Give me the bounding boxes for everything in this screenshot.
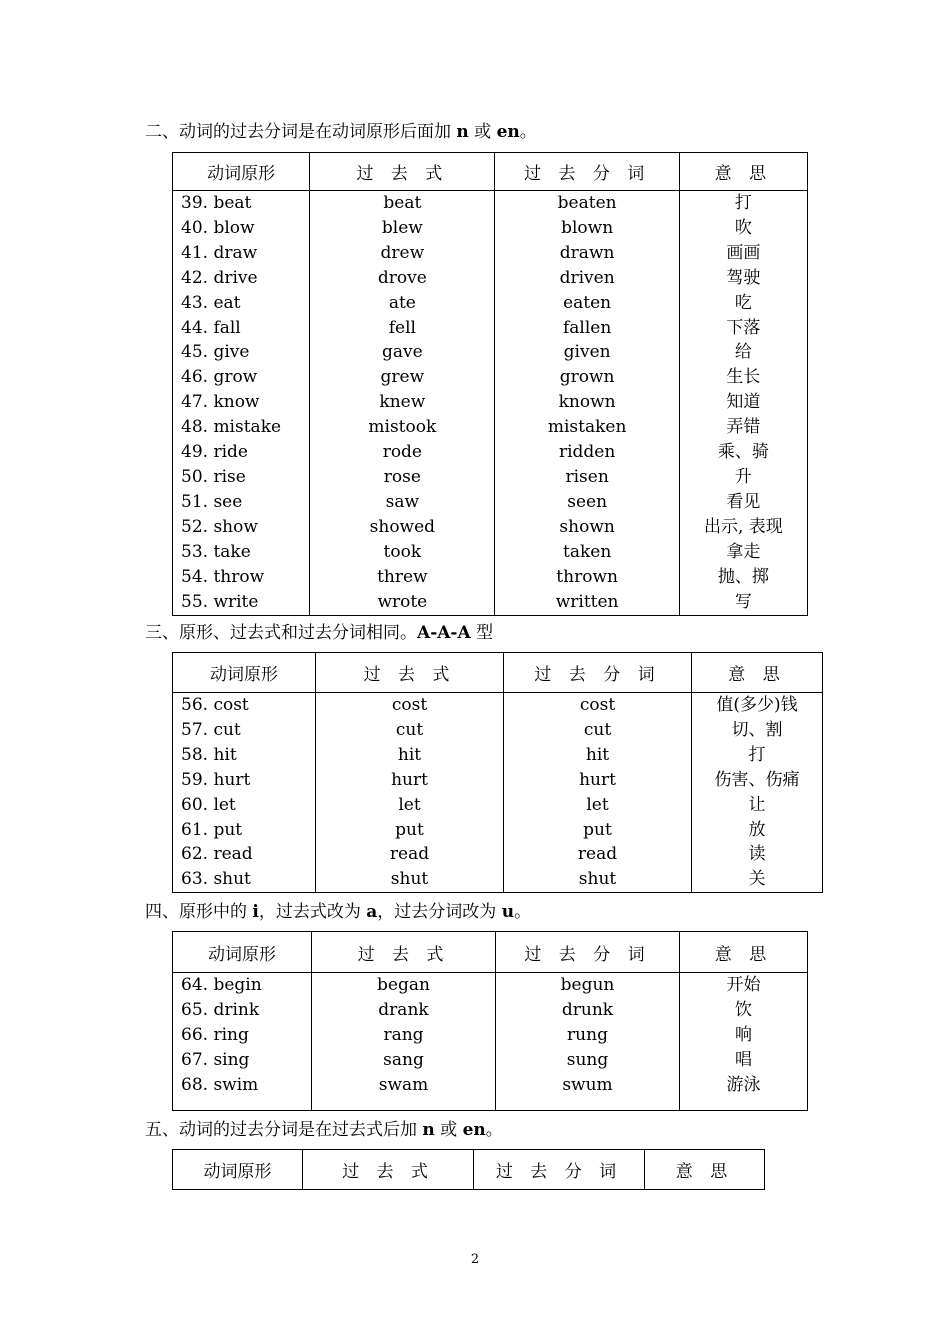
table-cell: 写 (734, 591, 752, 612)
table-cell: 53. take (181, 541, 251, 562)
table-cell: blown (561, 217, 614, 238)
table-cell: 画画 (726, 242, 761, 263)
table-cell: 52. show (181, 516, 258, 537)
table-cell: 42. drive (181, 267, 258, 288)
base-form-column (173, 191, 310, 616)
table-cell: shut (578, 869, 617, 890)
table-cell: 67. sing (181, 1049, 250, 1070)
table-cell: 56. cost (181, 695, 249, 715)
table-cell: cost (391, 695, 428, 715)
header-past-participle: 过 去 分 词 (495, 153, 679, 191)
table-cell: 65. drink (181, 999, 260, 1020)
table-cell: took (383, 541, 422, 562)
table-cell: hit (585, 744, 610, 765)
table-cell: drove (377, 267, 427, 288)
header-past-participle: 过 去 分 词 (504, 653, 692, 693)
table-cell: gave (382, 342, 423, 363)
meaning-column (680, 973, 808, 1111)
header-meaning: 意 思 (645, 1150, 765, 1190)
table-cell: rang (383, 1024, 424, 1045)
table-cell: 39. beat (181, 193, 252, 213)
table-cell: 抛、掷 (717, 566, 769, 587)
verb-table-1 (172, 152, 808, 616)
table-cell: 值(多少)钱 (716, 695, 798, 715)
table-cell: 生长 (726, 367, 761, 388)
header-meaning: 意 思 (679, 153, 807, 191)
verb-table-3 (172, 931, 808, 1111)
table-cell: swam (378, 1074, 429, 1095)
header-base-form: 动词原形 (173, 153, 310, 191)
table-cell: 43. eat (181, 292, 241, 313)
table-cell: 读 (748, 844, 766, 865)
table-cell: 下落 (726, 317, 761, 338)
table-cell: fallen (562, 317, 612, 338)
table-cell: 乘、骑 (717, 442, 769, 463)
header-past-participle: 过 去 分 词 (496, 932, 680, 973)
table-cell: 40. blow (181, 217, 255, 238)
table-cell: drank (378, 999, 429, 1020)
table-cell: 68. swim (181, 1074, 259, 1095)
verb-table-2 (172, 652, 823, 893)
table-cell: 饮 (735, 999, 752, 1020)
table-cell: knew (379, 392, 426, 413)
table-cell: mistaken (547, 417, 627, 438)
table-cell: 45. give (181, 342, 250, 363)
table-cell: 游泳 (726, 1074, 761, 1095)
header-past-participle: 过 去 分 词 (474, 1150, 645, 1190)
page-number: 2 (470, 1252, 480, 1267)
header-past-tense: 过 去 式 (310, 153, 495, 191)
table-cell: written (555, 591, 619, 612)
table-cell: let (398, 794, 421, 815)
table-cell: 吹 (734, 217, 752, 238)
table-cell: begun (560, 975, 615, 995)
section-heading-2: 二、动词的过去分词是在动词原形后面加 n 或 en。 (145, 122, 537, 142)
past-tense-column (316, 693, 504, 893)
table-cell: sung (566, 1049, 609, 1070)
table-cell: sang (383, 1049, 424, 1070)
table-cell: cut (583, 719, 612, 740)
table-cell: fell (388, 317, 416, 338)
table-cell: 打 (734, 193, 752, 213)
table-cell: let (586, 794, 609, 815)
table-cell: 让 (748, 794, 766, 815)
table-cell: hit (397, 744, 422, 765)
section-heading-3: 三、原形、过去式和过去分词相同。A-A-A 型 (145, 623, 494, 643)
past-tense-column (310, 191, 495, 616)
table-cell: wrote (377, 591, 428, 612)
table-cell: 吃 (734, 292, 752, 313)
table-cell: saw (385, 491, 420, 512)
table-cell: 57. cut (181, 719, 241, 740)
table-cell: seen (567, 491, 608, 512)
table-cell: beat (383, 193, 422, 213)
table-cell: 开始 (726, 975, 761, 995)
table-cell: 出示, 表现 (703, 516, 783, 537)
table-cell: risen (565, 466, 609, 487)
meaning-column (679, 191, 807, 616)
table-cell: 拿走 (726, 541, 761, 562)
past-tense-column (312, 973, 496, 1111)
table-cell: 给 (734, 342, 752, 363)
table-cell: 59. hurt (181, 769, 251, 790)
table-cell: threw (377, 566, 428, 587)
table-cell: drunk (561, 999, 614, 1020)
table-cell: showed (369, 516, 436, 537)
table-cell: read (577, 844, 618, 865)
table-cell: 44. fall (181, 317, 241, 338)
table-cell: 54. throw (181, 566, 265, 587)
table-cell: thrown (556, 566, 618, 587)
section-heading-4: 四、原形中的 i，过去式改为 a，过去分词改为 u。 (145, 902, 532, 922)
table-cell: given (563, 342, 611, 363)
table-cell: 升 (734, 466, 752, 487)
table-cell: ridden (558, 442, 616, 463)
past-participle-column (504, 693, 692, 893)
table-cell: 看见 (726, 491, 761, 512)
table-cell: began (377, 975, 430, 995)
header-meaning: 意 思 (692, 653, 823, 693)
meaning-column (692, 693, 823, 893)
header-past-tense: 过 去 式 (312, 932, 496, 973)
header-past-tense: 过 去 式 (316, 653, 504, 693)
table-cell: 切、割 (731, 719, 783, 740)
table-cell: rode (382, 442, 422, 463)
table-cell: 打 (748, 744, 766, 765)
table-cell: put (583, 819, 612, 840)
table-cell: 关 (748, 869, 766, 890)
header-past-tense: 过 去 式 (303, 1150, 474, 1190)
table-cell: 51. see (181, 491, 243, 512)
header-base-form: 动词原形 (173, 653, 316, 693)
table-cell: hurt (579, 769, 616, 790)
table-cell: 放 (748, 819, 766, 840)
table-cell: mistook (368, 417, 437, 438)
table-cell: drew (380, 242, 425, 263)
table-cell: 41. draw (181, 242, 258, 263)
table-cell: 驾驶 (726, 267, 761, 288)
table-cell: 60. let (181, 794, 236, 815)
table-cell: 知道 (726, 392, 761, 413)
table-cell: put (395, 819, 424, 840)
table-cell: known (558, 392, 616, 413)
table-cell: 响 (735, 1024, 752, 1045)
header-meaning: 意 思 (680, 932, 808, 973)
table-cell: rung (567, 1024, 608, 1045)
table-cell: grown (559, 367, 615, 388)
verb-table-4 (172, 1149, 765, 1190)
past-participle-column (495, 191, 679, 616)
table-cell: eaten (563, 292, 612, 313)
table-cell: shut (390, 869, 429, 890)
table-cell: beaten (557, 193, 617, 213)
table-cell: cost (579, 695, 616, 715)
table-cell: 64. begin (181, 975, 262, 995)
table-cell: ate (388, 292, 416, 313)
table-cell: driven (559, 267, 615, 288)
table-cell: drawn (559, 242, 615, 263)
table-cell: cut (395, 719, 424, 740)
table-cell: 50. rise (181, 466, 246, 487)
past-participle-column (496, 973, 680, 1111)
table-cell: 63. shut (181, 869, 251, 890)
table-cell: 58. hit (181, 744, 237, 765)
table-cell: grew (380, 367, 425, 388)
table-cell: taken (562, 541, 612, 562)
table-cell: read (389, 844, 430, 865)
table-cell: 61. put (181, 819, 243, 840)
table-cell: 伤害、伤痛 (714, 769, 800, 790)
header-base-form: 动词原形 (173, 932, 312, 973)
table-cell: 47. know (181, 392, 260, 413)
section-heading-5: 五、动词的过去分词是在过去式后加 n 或 en。 (145, 1120, 503, 1140)
base-form-column (173, 693, 316, 893)
table-cell: shown (559, 516, 615, 537)
table-cell: 49. ride (181, 442, 248, 463)
table-cell: 62. read (181, 844, 253, 865)
table-cell: 唱 (735, 1049, 752, 1070)
table-cell: hurt (391, 769, 428, 790)
table-cell: blew (381, 217, 423, 238)
table-cell: 48. mistake (181, 417, 282, 438)
table-cell: 55. write (181, 591, 259, 612)
table-cell: 弄错 (726, 417, 761, 438)
table-cell: rose (383, 466, 421, 487)
table-cell: swum (562, 1074, 613, 1095)
header-base-form: 动词原形 (173, 1150, 303, 1190)
table-cell: 66. ring (181, 1024, 249, 1045)
base-form-column (173, 973, 312, 1111)
table-cell: 46. grow (181, 367, 258, 388)
